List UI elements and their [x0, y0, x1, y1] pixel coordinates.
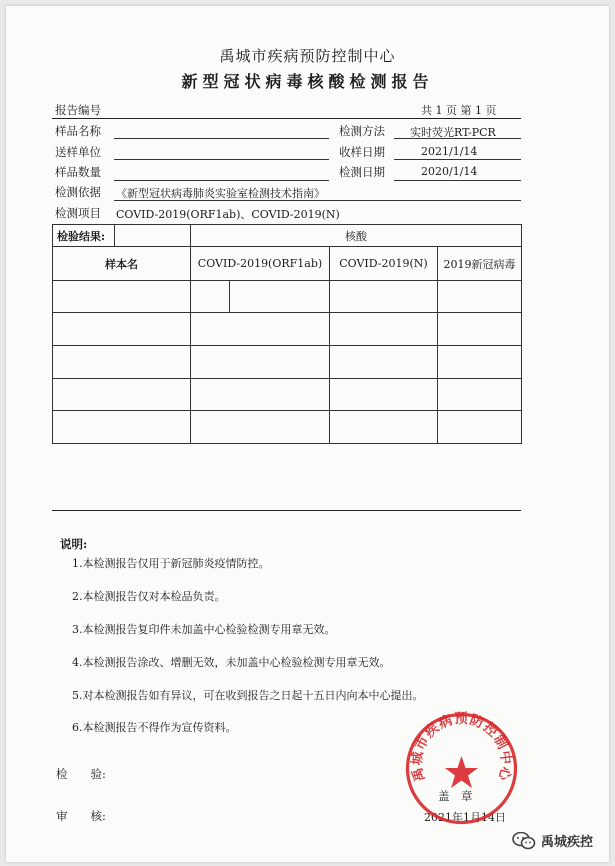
quantity-field — [114, 180, 329, 181]
sample-name-label: 样品名称 — [55, 124, 101, 138]
note-item: 6.本检测报告不得作为宣传资料。 — [72, 721, 237, 734]
seal-text: 禹城市疾病预防控制中心 — [409, 711, 514, 783]
note-item: 1.本检测报告仅用于新冠肺炎疫情防控。 — [72, 557, 270, 570]
table-row — [53, 411, 522, 444]
basis-label: 检测依据 — [55, 185, 101, 199]
test-date-label: 检测日期 — [339, 165, 385, 179]
col-new-virus: 2019新冠病毒 — [438, 247, 522, 281]
items-value: COVID-2019(ORF1ab)、COVID-2019(N) — [116, 208, 340, 221]
method-label: 检测方法 — [339, 124, 385, 138]
basis-field — [114, 200, 521, 201]
official-seal-stamp — [404, 711, 519, 826]
col-n-gene: COVID-2019(N) — [330, 247, 438, 281]
wechat-icon — [512, 832, 536, 850]
receive-date-value: 2021/1/14 — [421, 145, 478, 158]
header-rule — [52, 118, 521, 119]
page-count: 共 1 页 第 1 页 — [421, 104, 497, 117]
col-orf1ab: COVID-2019(ORF1ab) — [191, 247, 330, 281]
note-item: 3.本检测报告复印件未加盖中心检验检测专用章无效。 — [72, 623, 336, 636]
nucleic-acid-header: 核酸 — [191, 225, 522, 247]
result-value-cell — [115, 225, 191, 247]
table-header-row — [53, 225, 522, 247]
note-item: 2.本检测报告仅对本检品负责。 — [72, 590, 226, 603]
reviewer-label: 审 核: — [56, 809, 106, 823]
notes-title: 说明: — [60, 537, 88, 551]
report-title: 新型冠状病毒核酸检测报告 — [181, 72, 434, 91]
quantity-label: 样品数量 — [55, 165, 101, 179]
items-label: 检测项目 — [55, 206, 101, 220]
method-field — [394, 138, 521, 139]
note-item: 5.对本检测报告如有异议，可在收到报告之日起十五日内向本中心提出。 — [72, 689, 424, 702]
report-paper — [6, 6, 609, 862]
receive-date-label: 收样日期 — [339, 145, 385, 159]
report-date: 2021年1月14日 — [424, 811, 506, 824]
note-item: 4.本检测报告涂改、增删无效，未加盖中心检验检测专用章无效。 — [72, 656, 391, 669]
table-column-row — [53, 247, 522, 281]
wechat-watermark — [512, 831, 593, 850]
seal-star-icon — [445, 756, 478, 788]
receive-date-field — [394, 159, 521, 160]
table-row — [53, 281, 522, 313]
basis-value: 《新型冠状病毒肺炎实验室检测技术指南》 — [116, 187, 325, 200]
results-table — [52, 224, 522, 444]
seal-label: 盖 章 — [438, 789, 473, 803]
report-no-label: 报告编号 — [55, 103, 101, 117]
test-date-value: 2020/1/14 — [421, 165, 478, 178]
sender-field — [114, 159, 329, 160]
notes-separator — [52, 510, 521, 511]
test-date-field — [394, 180, 521, 181]
method-value: 实时荧光RT-PCR — [410, 126, 496, 139]
result-label: 检验结果: — [53, 225, 115, 247]
inspector-label: 检 验: — [56, 767, 106, 781]
table-row — [53, 346, 522, 379]
table-row — [53, 379, 522, 411]
col-sample-name: 样本名 — [53, 247, 191, 281]
table-row — [53, 313, 522, 346]
sender-label: 送样单位 — [55, 145, 101, 159]
sample-name-field — [114, 138, 329, 139]
watermark-text: 禹城疾控 — [541, 835, 594, 850]
organization-name: 禹城市疾病预防控制中心 — [219, 47, 396, 65]
